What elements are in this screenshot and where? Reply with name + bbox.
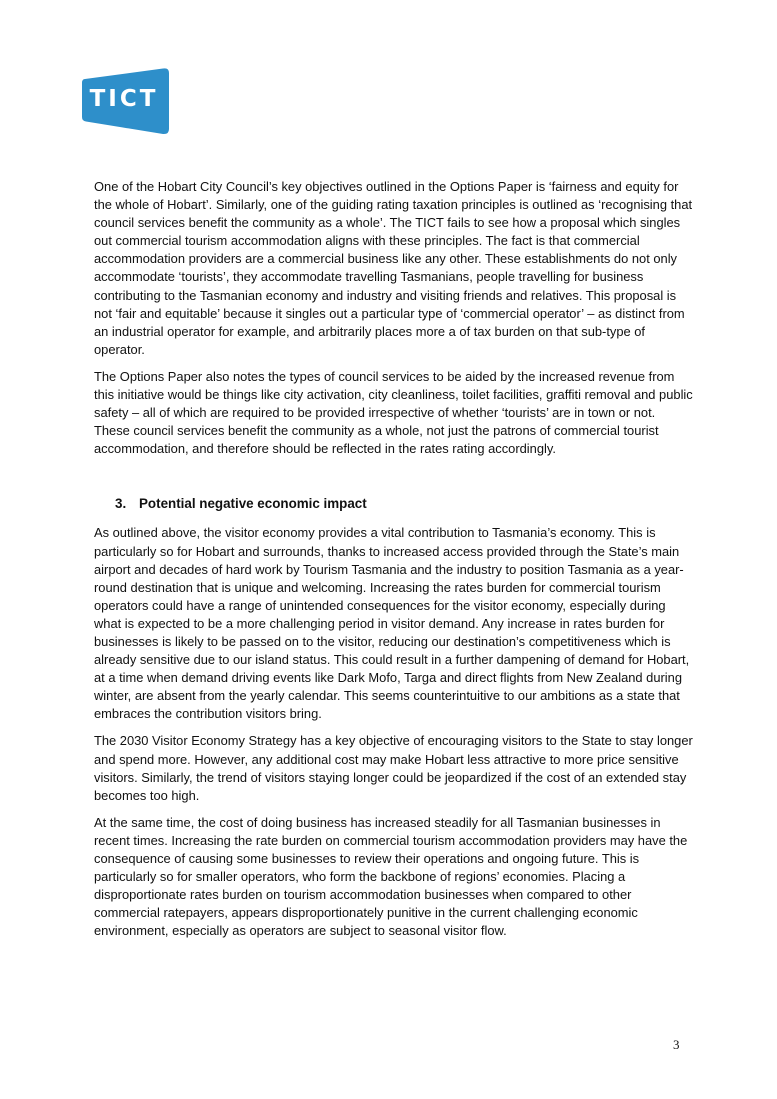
- section-title: Potential negative economic impact: [139, 496, 367, 512]
- logo-text: TICT: [89, 86, 159, 112]
- paragraph-2030-strategy: The 2030 Visitor Economy Strategy has a key objective of encouraging visitors to the State to stay longer and spend more. However, any additional cost may make Hobart less attractive to more price sensitive visitors. Similarly, the trend of visitors staying longer could be jeopardized if the cost of an extended stay becomes too high.: [94, 733, 693, 803]
- page-number: 3: [673, 1037, 680, 1052]
- section-heading: [115, 495, 694, 513]
- paragraph-fairness-equity: One of the Hobart City Council’s key objectives outlined in the Options Paper is ‘fairness and equity for the whole of Hobart’. Similarly, one of the guiding rating taxation principles is outlined as ‘recognising that council services benefit the community as a whole’. The TICT fails to see how a proposal which singles out commercial tourism accommodation aligns with these principles. The fact is that commercial accommodation providers are a commercial business like any other. These establishments do not only accommodate ‘tourists’, they accommodate travelling Tasmanians, people travelling for business contributing to the Tasmanian economy and industry and visiting friends and relatives. This proposal is not ‘fair and equitable’ because it singles out a particular type of ‘commercial operator’ – as distinct from an industrial operator for example, and arbitrarily places more a of tax burden on that sub-type of operator.: [94, 179, 693, 357]
- document-body: [94, 178, 694, 940]
- paragraph-cost-of-business: At the same time, the cost of doing business has increased steadily for all Tasmanian businesses in recent times. Increasing the rate burden on commercial tourism accommodation providers may have the consequence of causing some businesses to review their operations and ongoing future. This is particularly so for smaller operators, who form the backbone of regions’ economies. Placing a disproportionate rates burden on tourism accommodation businesses when compared to other commercial ratepayers, appears disproportionately punitive in the current challenging economic environment, especially as operators are subject to seasonal visitor flow.: [94, 814, 688, 939]
- paragraph-council-services: The Options Paper also notes the types of council services to be aided by the increased revenue from this initiative would be things like city activation, city cleanliness, toilet facilities, graffiti removal and public safety – all of which are required to be provided irrespective of whether ‘tourists’ are in town or not. These council services benefit the community as a whole, not just the patrons of commercial tourist accommodation, and therefore should be reflected in the rates rating accordingly.: [94, 368, 693, 457]
- tict-logo: [79, 67, 171, 135]
- paragraph-visitor-economy: As outlined above, the visitor economy provides a vital contribution to Tasmania’s economy. This is particularly so for Hobart and surrounds, thanks to increased access provided through the State’s main airport and decades of hard work by Tourism Tasmania and the industry to position Tasmania as a year-round destination that is unique and welcoming. Increasing the rates burden for commercial tourism operators could have a range of unintended consequences for the visitor economy, especially during what is expected to be a more challenging period in visitor demand. Any increase in rates burden for businesses is likely to be passed on to the visitor, reducing our destination’s competitiveness which is already sensitive due to our island status. This could result in a further dampening of demand for Hobart, at a time when demand driving events like Dark Mofo, Targa and direct flights from New Zealand during winter, are absent from the yearly calendar. This seems counterintuitive to our ambitions as a state that embraces the contribution visitors bring.: [94, 525, 690, 722]
- section-number: 3.: [115, 496, 127, 512]
